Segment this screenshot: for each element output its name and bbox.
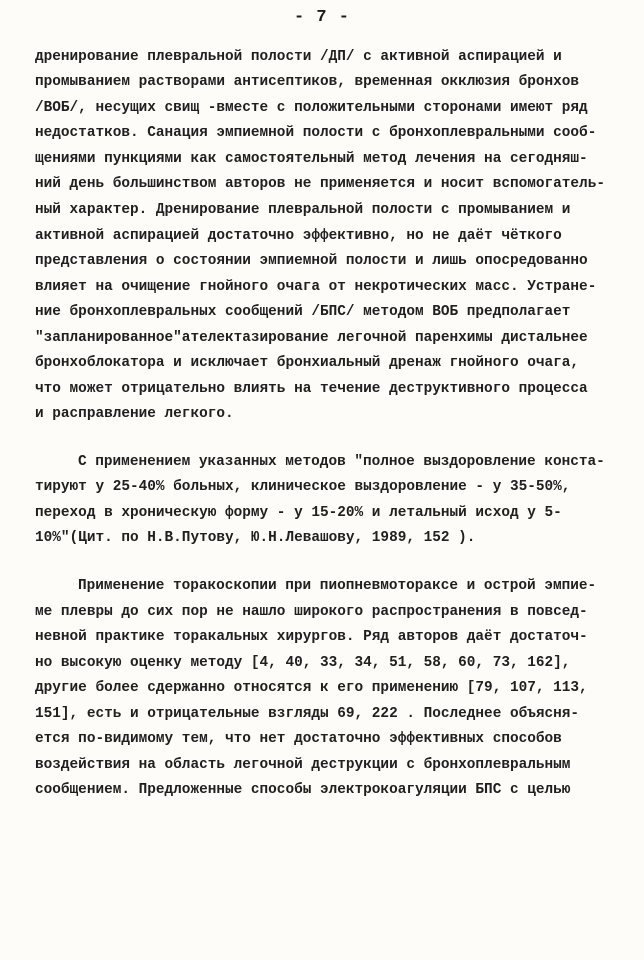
text-line: ний день большинством авторов не применяется и носит вспомогатель- xyxy=(35,176,605,192)
text-line: ется по-видимому тем, что нет достаточно эффективных способов xyxy=(35,731,562,747)
text-line: "запланированное"ателектазирование легочной паренхимы дистальнее xyxy=(35,330,588,346)
text-line: активной аспирацией достаточно эффективно, но не даёт чёткого xyxy=(35,228,562,244)
text-line: воздействия на область легочной деструкции с бронхоплевральным xyxy=(35,757,571,773)
text-line: 151], есть и отрицательные взгляды 69, 222 . Последнее объясня- xyxy=(35,706,580,722)
text-line: Применение торакоскопии при пиопневмотораксе и острой эмпие- xyxy=(78,578,597,594)
text-line: что может отрицательно влиять на течение деструктивного процесса xyxy=(35,381,588,397)
text-line: недостатков. Санация эмпиемной полости с бронхоплевральными сооб- xyxy=(35,125,597,141)
text-line: сообщением. Предложенные способы электрокоагуляции БПС с целью xyxy=(35,782,571,798)
text-line: переход в хроническую форму - у 15-20% и летальный исход у 5- xyxy=(35,505,562,521)
text-line: и расправление легкого. xyxy=(35,406,234,422)
text-line: ный характер. Дренирование плевральной полости с промыванием и xyxy=(35,202,571,218)
page-number: - 7 - xyxy=(293,8,350,27)
text-line: другие более сдержанно относятся к его применению [79, 107, 113, xyxy=(35,680,588,696)
text-line: щениями пункциями как самостоятельный метод лечения на сегодняш- xyxy=(35,151,588,167)
text-line: бронхоблокатора и исключает бронхиальный дренаж гнойного очага, xyxy=(35,355,580,371)
text-line: 10%"(Цит. по Н.В.Путову, Ю.Н.Левашову, 1989, 152 ). xyxy=(35,530,476,546)
text-line: но высокую оценку методу [4, 40, 33, 34, 51, 58, 60, 73, 162], xyxy=(35,655,571,671)
text-line: ме плевры до сих пор не нашло широкого распространения в повсед- xyxy=(35,604,588,620)
text-line: промыванием растворами антисептиков, временная окклюзия бронхов xyxy=(35,74,580,90)
text-line: С применением указанных методов "полное выздоровление конста- xyxy=(78,454,605,470)
text-line: представления о состоянии эмпиемной полости и лишь опосредованно xyxy=(35,253,588,269)
text-line: /ВОБ/, несущих свищ -вместе с положительными сторонами имеют ряд xyxy=(35,100,588,116)
text-line: невной практике торакальных хирургов. Ряд авторов даёт достаточ- xyxy=(35,629,588,645)
text-line: влияет на очищение гнойного очага от некротических масс. Устране- xyxy=(35,279,597,295)
text-line: ние бронхоплевральных сообщений /БПС/ методом ВОБ предполагает xyxy=(35,304,571,320)
text-line: дренирование плевральной полости /ДП/ с активной аспирацией и xyxy=(35,49,562,65)
text-line: тируют у 25-40% больных, клиническое выздоровление - у 35-50%, xyxy=(35,479,571,495)
